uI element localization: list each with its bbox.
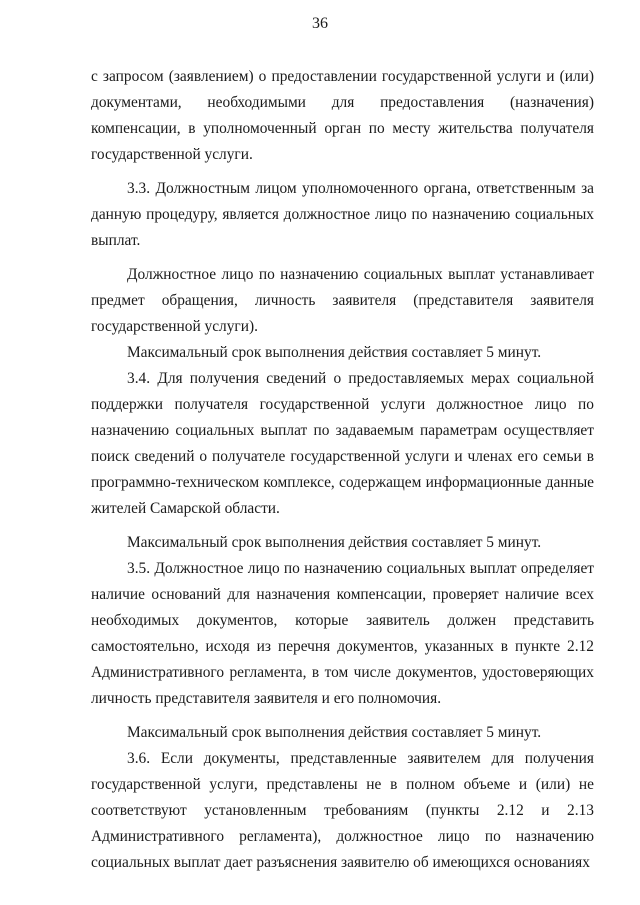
paragraph-3-6: 3.6. Если документы, представленные заявителем для получения государственной услуги, представлены не в полном объеме и (или) не соответствуют установленным требованиям (пункты 2.12 и 2.13 Административного регламента), должностное лицо по назначению социальных выплат дает разъяснения заявителю об имеющихся основаниях bbox=[91, 750, 594, 871]
page-number: 36 bbox=[312, 15, 328, 32]
paragraph-3-4: 3.4. Для получения сведений о предоставляемых мерах социальной поддержки получателя государственной услуги должностное лицо по назначению социальных выплат по задаваемым параметрам осуществляет поиск сведений о получателе государственной услуги и членах его семьи в программно-техническом комплексе, содержащем информационные данные жителей Самарской области. bbox=[91, 370, 594, 517]
paragraph-official-duties: Должностное лицо по назначению социальных выплат устанавливает предмет обращения, личность заявителя (представителя заявителя государственной услуги). bbox=[91, 266, 594, 335]
paragraph-max-time: Максимальный срок выполнения действия составляет 5 минут. bbox=[127, 344, 542, 361]
paragraph-continuation: с запросом (заявлением) о предоставлении государственной услуги и (или) документами, необходимыми для предоставления (назначения) компенсации, в уполномоченный орган по месту жительства получателя государственной услуги. bbox=[91, 68, 594, 163]
paragraph-max-time: Максимальный срок выполнения действия составляет 5 минут. bbox=[127, 534, 542, 551]
document-body bbox=[91, 64, 594, 876]
paragraph-3-3: 3.3. Должностным лицом уполномоченного органа, ответственным за данную процедуру, является должностное лицо по назначению социальных выплат. bbox=[91, 180, 594, 249]
paragraph-max-time: Максимальный срок выполнения действия составляет 5 минут. bbox=[127, 724, 542, 741]
paragraph-3-5: 3.5. Должностное лицо по назначению социальных выплат определяет наличие оснований для назначения компенсации, проверяет наличие всех необходимых документов, которые заявитель должен представить самостоятельно, исходя из перечня документов, указанных в пункте 2.12 Административного регламента, в том числе документов, удостоверяющих личность представителя заявителя и его полномочия. bbox=[91, 560, 594, 707]
